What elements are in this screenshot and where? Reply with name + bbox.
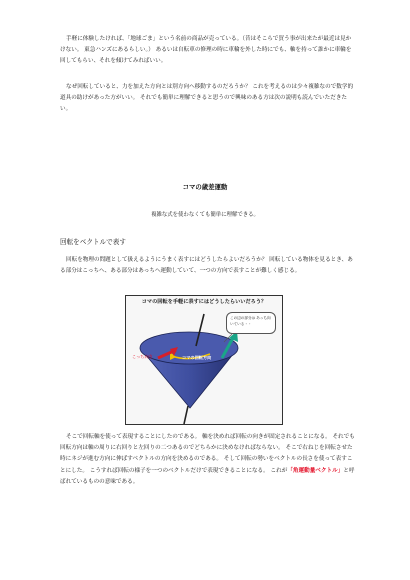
- paragraph-intro: 手軽に体験したければ、「地球ごま」という名前の商品が売っている。（昔はそこらで買う事が出来たが最近は見かけない。 東急ハンズにあるらしい。） あるいは自転車の修理の時に車輪を外した時にでも、軸を持って誰かに車輪を回してもらい、それを傾けてみればいい。: [60, 36, 352, 65]
- top-shaft-bottom: [184, 406, 188, 424]
- section-title: コマの歳差運動: [182, 183, 228, 191]
- paragraph-why-move: なぜ回転していると、力を加えた方向とは別方向へ移動するのだろうか？ これを考えるのは少々複雑なので数学的道具の助けがあった方がいい。 それでも簡単に理解できると思うので興味のある方は次の説明も読んでいただきたい。: [60, 84, 354, 113]
- paragraph-text-before: そこで回転軸を使って表現することにしたのである。 軸を決めれば回転の向きが固定されることになる。 それでも回転方向は軸の周りに右回りと左回りの二つあるのでどちらかに決めなければならない。 そこで右ねじを回転させた時にネジが進む方向に伸ばすベクトルの方向を決めるのである。 そして回転の勢いをベクトルの長さを使って表すことにした。 こうすれば回転の様子を一つのベクトルだけで表現できることになる。 これが: [60, 434, 355, 474]
- paragraph-text-after: と呼ばれているものの意味である。: [60, 467, 355, 485]
- section-heading: 回転をベクトルで表す: [60, 238, 126, 246]
- paragraph-angular-momentum: [60, 432, 356, 488]
- spinning-top-figure: [125, 295, 283, 425]
- figure-label-direction: コマの回転方向: [182, 355, 212, 360]
- figure-label-this-way: こっち向き: [132, 354, 153, 359]
- angular-momentum-highlight: 「角運動量ベクトル」: [287, 467, 344, 474]
- figure-title: コマの回転を手軽に表すにはどうしたらいいだろう？: [141, 299, 267, 305]
- section-subtitle: 複雑な式を使わなくても簡単に理解できる。: [151, 212, 259, 218]
- figure-callout: この辺の部分は あっち向いている・・: [226, 312, 276, 334]
- paragraph-rotation-question: 回転を物理の問題として扱えるようにうまく表すにはどうしたらよいだろうか？ 回転している物体を見るとき、ある部分はこっちへ、ある部分はあっちへ運動していて、一つの方向で表すことが難しく感じる。: [60, 257, 353, 275]
